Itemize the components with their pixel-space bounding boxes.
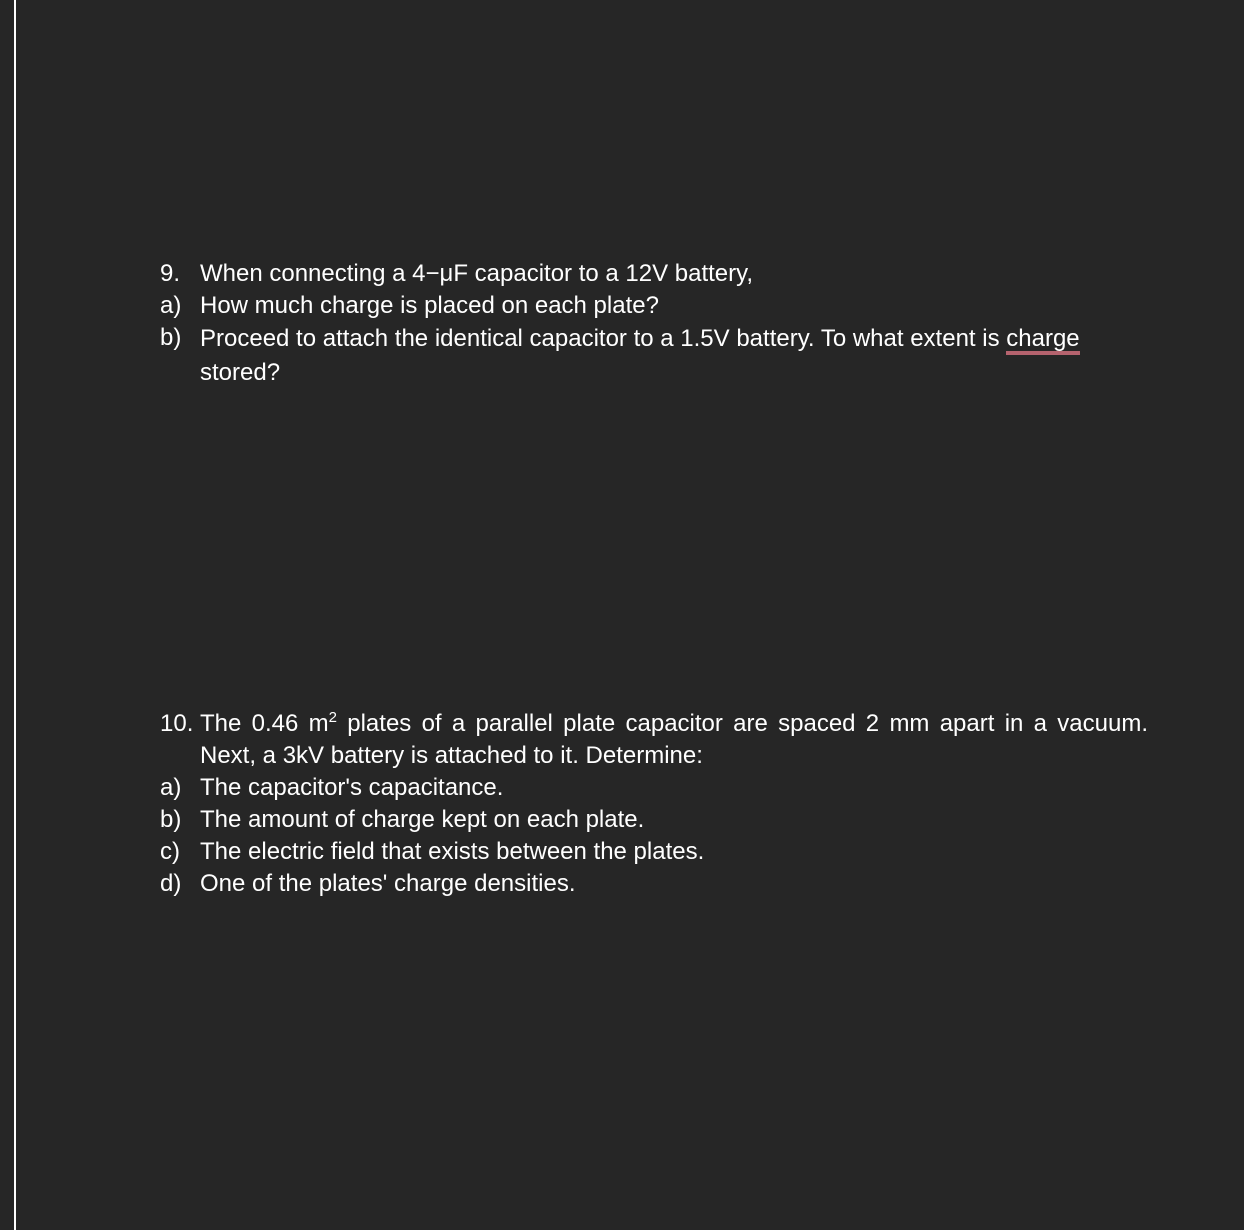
part-marker: b)	[160, 324, 182, 351]
superscript: 2	[328, 709, 337, 726]
left-border-rule	[14, 0, 16, 1230]
part-text: One of the plates' charge densities.	[200, 870, 576, 897]
part-text: The amount of charge kept on each plate.	[200, 806, 645, 833]
part-marker: a)	[160, 774, 182, 801]
question-9-part-b	[160, 322, 1148, 390]
question-text	[200, 708, 1148, 772]
part-text: How much charge is placed on each plate?	[200, 292, 659, 319]
question-10	[160, 708, 1148, 900]
stem-before: The 0.46 m	[200, 710, 329, 737]
question-number: 9.	[160, 260, 181, 287]
part-marker: c)	[160, 838, 180, 865]
part-marker: b)	[160, 806, 182, 833]
question-text: When connecting a 4−μF capacitor to a 12V battery,	[200, 260, 754, 287]
question-10-part-a	[160, 772, 1148, 804]
part-text	[200, 322, 1148, 390]
question-10-part-c	[160, 836, 1148, 868]
question-9-stem	[160, 258, 1148, 290]
part-marker: a)	[160, 292, 182, 319]
part-text: The capacitor's capacitance.	[200, 774, 504, 801]
question-9	[160, 258, 1148, 390]
part-marker: d)	[160, 870, 182, 897]
question-10-stem	[160, 708, 1148, 772]
part-text: The electric field that exists between the plates.	[200, 838, 705, 865]
part-text-before: Proceed to attach the identical capacitor to a 1.5V battery. To what extent is	[200, 325, 1007, 352]
question-9-part-a	[160, 290, 1148, 322]
part-text-after: stored?	[200, 359, 281, 386]
stem-after: plates of a parallel plate capacitor are spaced 2 mm apart in a vacuum. Next, a 3kV battery is attached to it. Determine:	[200, 710, 1148, 769]
spellcheck-flagged-word[interactable]: charge	[1006, 327, 1079, 355]
question-number: 10.	[160, 710, 194, 737]
question-10-part-b	[160, 804, 1148, 836]
question-10-part-d	[160, 868, 1148, 900]
